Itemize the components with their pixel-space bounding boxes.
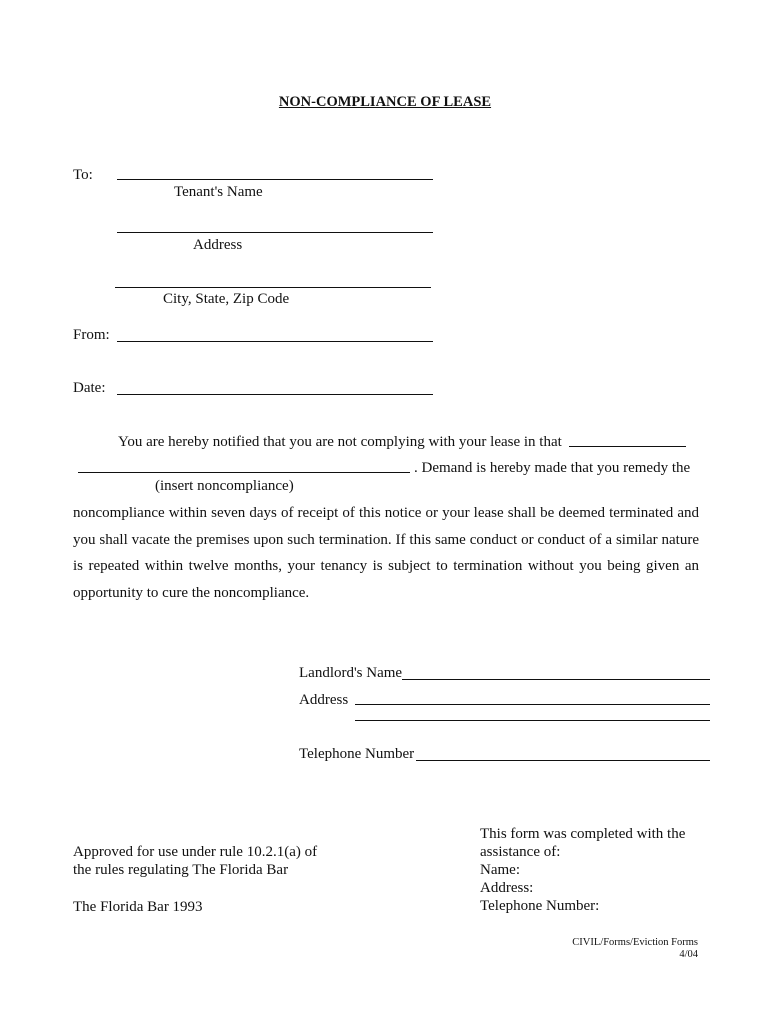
approval-line-1: Approved for use under rule 10.2.1(a) of bbox=[73, 844, 318, 860]
notice-intro: You are hereby notified that you are not complying with your lease in that bbox=[118, 434, 562, 450]
landlord-name-label: Landlord's Name bbox=[299, 665, 403, 681]
demand-text: . Demand is hereby made that you remedy the bbox=[414, 460, 691, 476]
date-line[interactable] bbox=[117, 394, 433, 395]
landlord-name-line[interactable] bbox=[402, 679, 710, 680]
assist-name: Name: bbox=[480, 862, 520, 878]
noncompliance-line-2[interactable] bbox=[78, 472, 410, 473]
telephone-label: Telephone Number bbox=[299, 746, 415, 762]
from-label: From: bbox=[73, 327, 110, 343]
telephone-line[interactable] bbox=[416, 760, 710, 761]
city-line[interactable] bbox=[115, 287, 431, 288]
page-title: NON-COMPLIANCE OF LEASE bbox=[278, 94, 492, 110]
bar-year: The Florida Bar 1993 bbox=[73, 899, 203, 915]
landlord-address-label: Address bbox=[299, 692, 349, 708]
insert-caption: (insert noncompliance) bbox=[155, 478, 294, 494]
assist-line-2: assistance of: bbox=[480, 844, 561, 860]
footer-date: 4/04 bbox=[679, 949, 698, 960]
date-label: Date: bbox=[73, 380, 106, 396]
city-caption: City, State, Zip Code bbox=[163, 291, 290, 307]
tenant-name-caption: Tenant's Name bbox=[174, 184, 263, 200]
address-line[interactable] bbox=[117, 232, 433, 233]
noncompliance-line-1[interactable] bbox=[569, 446, 686, 447]
assist-address: Address: bbox=[480, 880, 534, 896]
assist-phone: Telephone Number: bbox=[480, 898, 600, 914]
assist-line-1: This form was completed with the bbox=[480, 826, 686, 842]
to-label: To: bbox=[73, 167, 93, 183]
approval-line-2: the rules regulating The Florida Bar bbox=[73, 862, 289, 878]
address-caption: Address bbox=[193, 237, 243, 253]
landlord-address-line-2[interactable] bbox=[355, 720, 710, 721]
footer-ref: CIVIL/Forms/Eviction Forms bbox=[572, 937, 698, 948]
landlord-address-line-1[interactable] bbox=[355, 704, 710, 705]
tenant-name-line[interactable] bbox=[117, 179, 433, 180]
body-paragraph: noncompliance within seven days of receipt of this notice or your lease shall be deemed terminated and you shall vacate the premises upon such termination. If this same conduct or conduct of a similar nature is repeated within twelve months, your tenancy is subject to termination without you being given an opportunity to cure the noncompliance. bbox=[73, 505, 699, 601]
from-line[interactable] bbox=[117, 341, 433, 342]
